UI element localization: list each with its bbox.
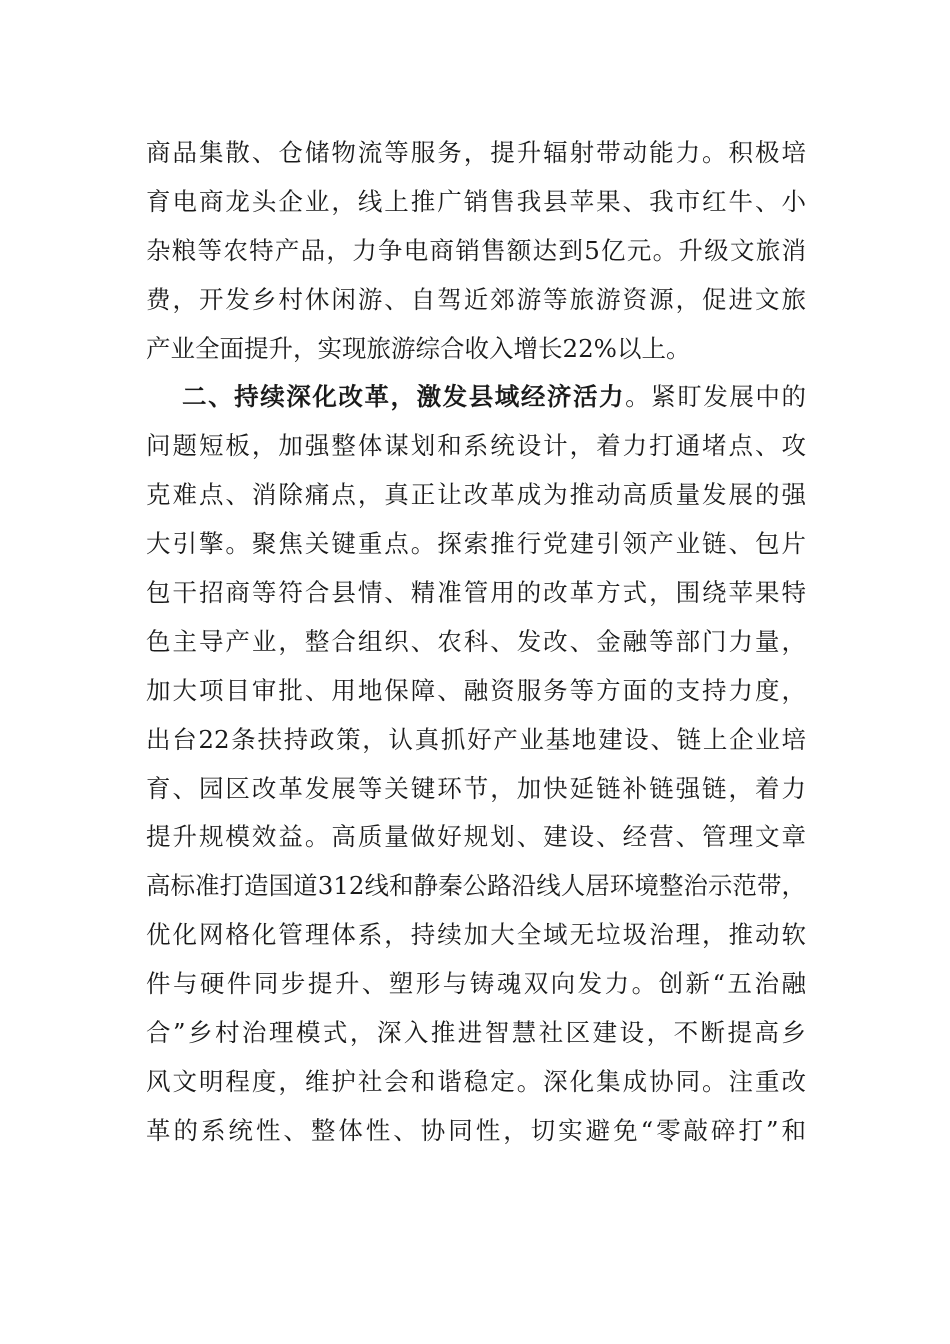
paragraph-1-line-1: 商品集散、仓储物流等服务，提升辐射带动能力。积极培 (146, 138, 806, 167)
paragraph-2-line-1 (146, 373, 806, 422)
paragraph-2-line-15: 风文明程度，维护社会和谐稳定。深化集成协同。注重改 (146, 1066, 806, 1096)
paragraph-2-line-7: 加大项目审批、用地保障、融资服务等方面的支持力度， (146, 675, 806, 705)
paragraph-1-line-3: 杂粮等农特产品，力争电商销售额达到5亿元。升级文旅消 (146, 235, 806, 265)
paragraph-2-line-6: 色主导产业，整合组织、农科、发改、金融等部门力量， (146, 626, 806, 656)
paragraph-2-line-2: 问题短板，加强整体谋划和系统设计，着力打通堵点、攻 (146, 431, 806, 461)
paragraph-2-line-4: 大引擎。聚焦关键重点。探索推行党建引领产业链、包片 (146, 529, 806, 559)
paragraph-2-line-5: 包干招商等符合县情、精准管用的改革方式，围绕苹果特 (146, 578, 806, 608)
paragraph-2-line-16: 革的系统性、整体性、协同性，切实避免“零敲碎打”和 (146, 1115, 806, 1145)
paragraph-2-line-8: 出台22条扶持政策，认真抓好产业基地建设、链上企业培 (146, 724, 806, 754)
paragraph-2-line-14: 合”乡村治理模式，深入推进智慧社区建设，不断提高乡 (146, 1018, 806, 1048)
paragraph-2-line-9: 育、园区改革发展等关键环节，加快延链补链强链，着力 (146, 773, 806, 803)
paragraph-2-line-10: 提升规模效益。高质量做好规划、建设、经营、管理文章 (146, 822, 806, 852)
section-heading: 二、持续深化改革，激发县域经济活力 (182, 382, 626, 412)
paragraph-2-line-3: 克难点、消除痛点，真正让改革成为推动高质量发展的强 (146, 480, 806, 510)
body-text (146, 129, 806, 1156)
paragraph-2-line-1-rest: 。紧盯发展中的 (625, 382, 806, 412)
paragraph-2-line-11: 高标准打造国道312线和静秦公路沿线人居环境整治示范带， (146, 871, 806, 901)
paragraph-2-line-13: 件与硬件同步提升、塑形与铸魂双向发力。创新“五治融 (146, 969, 806, 999)
paragraph-1-line-5: 产业全面提升，实现旅游综合收入增长22%以上。 (146, 333, 691, 363)
paragraph-1-line-4: 费，开发乡村休闲游、自驾近郊游等旅游资源，促进文旅 (146, 284, 806, 314)
paragraph-1-line-2: 育电商龙头企业，线上推广销售我县苹果、我市红牛、小 (146, 186, 806, 216)
paragraph-2-line-12: 优化网格化管理体系，持续加大全域无垃圾治理，推动软 (146, 920, 806, 950)
